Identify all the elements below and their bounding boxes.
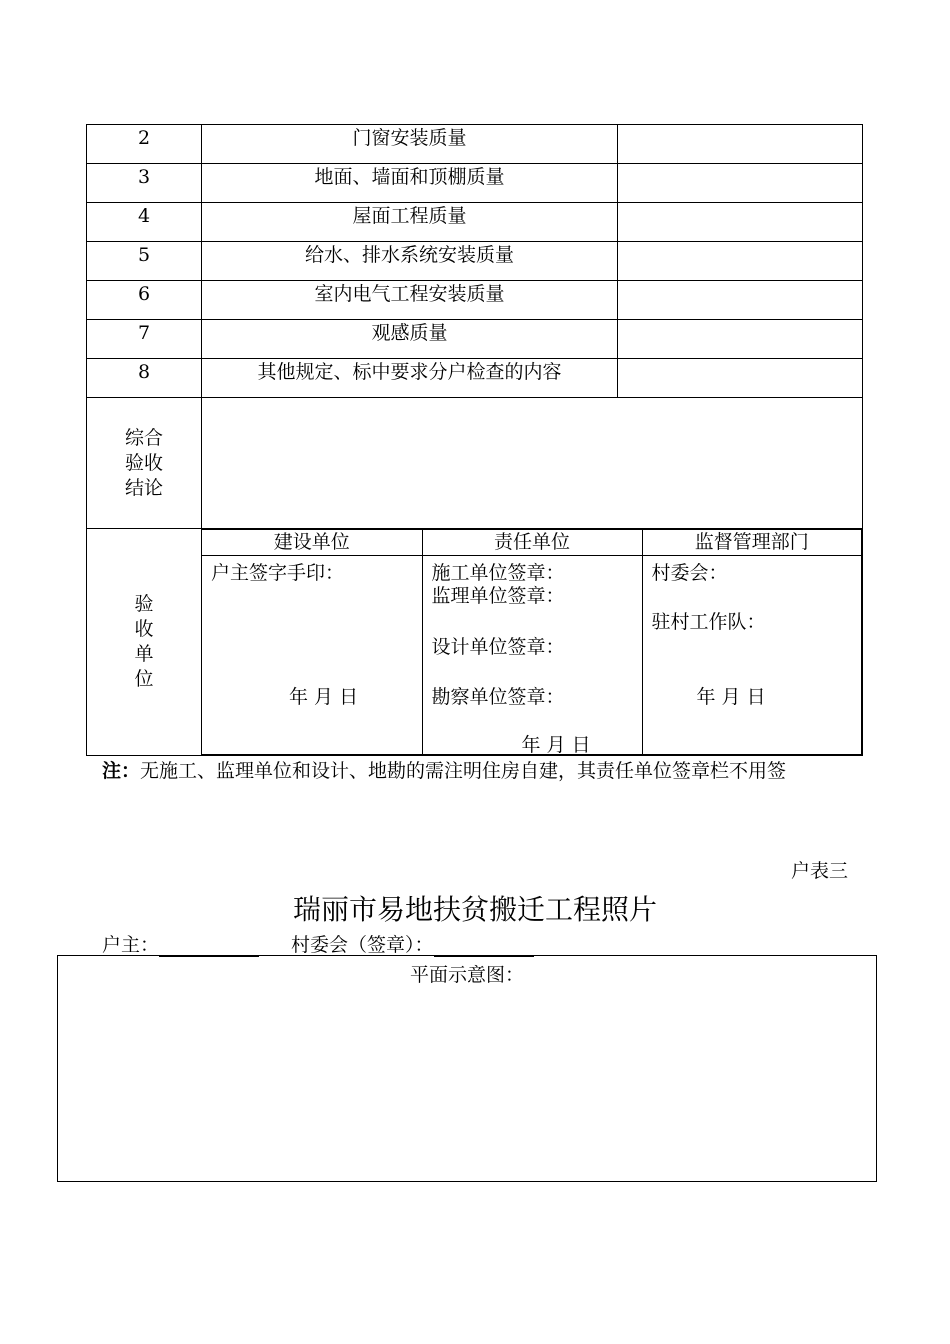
supervision-seal-label: 监理单位签章： — [431, 585, 565, 607]
footnote-prefix: 注： — [102, 760, 141, 782]
item-name: 室内电气工程安装质量 — [202, 281, 618, 320]
item-name: 地面、墙面和顶棚质量 — [202, 164, 618, 203]
signature-row — [87, 529, 863, 756]
date-line: 年 月 日 — [521, 734, 591, 756]
summary-row — [87, 398, 863, 529]
item-number: 6 — [87, 281, 202, 320]
acceptance-label-char: 验 — [134, 593, 154, 615]
construction-seal-label: 施工单位签章： — [431, 562, 565, 584]
item-result-cell[interactable] — [618, 125, 863, 164]
supervision-signature-cell[interactable] — [642, 556, 862, 755]
construction-unit-header: 建设单位 — [202, 530, 422, 556]
floor-plan-label: 平面示意图： — [409, 964, 524, 986]
item-number: 8 — [87, 359, 202, 398]
survey-seal-label: 勘察单位签章： — [431, 686, 565, 708]
check-row — [87, 242, 863, 281]
item-result-cell[interactable] — [618, 320, 863, 359]
owner-label: 户主： — [102, 934, 160, 956]
footnote-text: 无施工、监理单位和设计、地勘的需注明住房自建，其责任单位签章栏不用签 — [140, 760, 787, 782]
check-row — [87, 359, 863, 398]
work-team-label: 驻村工作队： — [651, 611, 766, 633]
item-number: 2 — [87, 125, 202, 164]
owner-name-field[interactable] — [159, 936, 259, 957]
item-result-cell[interactable] — [618, 242, 863, 281]
summary-content-cell[interactable] — [202, 398, 863, 529]
item-result-cell[interactable] — [618, 359, 863, 398]
owner-signature-cell[interactable] — [202, 556, 422, 755]
item-result-cell[interactable] — [618, 203, 863, 242]
item-name: 门窗安装质量 — [202, 125, 618, 164]
item-name: 其他规定、标中要求分户检查的内容 — [202, 359, 618, 398]
check-row — [87, 320, 863, 359]
check-row — [87, 203, 863, 242]
summary-label — [87, 398, 202, 529]
check-row — [87, 164, 863, 203]
supervision-dept-header: 监督管理部门 — [642, 530, 862, 556]
item-result-cell[interactable] — [618, 281, 863, 320]
item-result-cell[interactable] — [618, 164, 863, 203]
item-number: 4 — [87, 203, 202, 242]
summary-label-line: 验收 — [124, 452, 163, 474]
item-number: 5 — [87, 242, 202, 281]
signature-area — [202, 529, 863, 756]
acceptance-unit-label — [87, 529, 202, 756]
summary-label-line: 结论 — [124, 477, 163, 499]
village-committee-label: 村委会： — [651, 562, 728, 584]
responsible-signature-cell[interactable] — [422, 556, 642, 755]
item-name: 给水、排水系统安装质量 — [202, 242, 618, 281]
check-row — [87, 281, 863, 320]
page-title: 瑞丽市易地扶贫搬迁工程照片 — [292, 893, 657, 926]
village-seal-field[interactable] — [434, 936, 534, 957]
form-code: 户表三 — [790, 860, 848, 882]
item-name: 屋面工程质量 — [202, 203, 618, 242]
summary-label-line: 综合 — [124, 427, 163, 449]
design-seal-label: 设计单位签章： — [431, 636, 565, 658]
date-line: 年 月 日 — [289, 686, 359, 708]
floor-plan-box[interactable] — [57, 955, 877, 1182]
acceptance-label-char: 位 — [134, 668, 154, 690]
item-number: 3 — [87, 164, 202, 203]
check-row — [87, 125, 863, 164]
date-line: 年 月 日 — [696, 686, 766, 708]
signature-subtable — [202, 529, 862, 755]
footnote — [102, 758, 862, 784]
acceptance-table — [86, 124, 863, 756]
responsible-unit-header: 责任单位 — [422, 530, 642, 556]
acceptance-label-char: 收 — [134, 618, 154, 640]
village-seal-label: 村委会（签章）： — [291, 934, 434, 956]
acceptance-label-char: 单 — [134, 643, 154, 665]
owner-signature-label: 户主签字手印： — [211, 562, 345, 584]
item-name: 观感质量 — [202, 320, 618, 359]
owner-info-row — [102, 930, 534, 957]
item-number: 7 — [87, 320, 202, 359]
